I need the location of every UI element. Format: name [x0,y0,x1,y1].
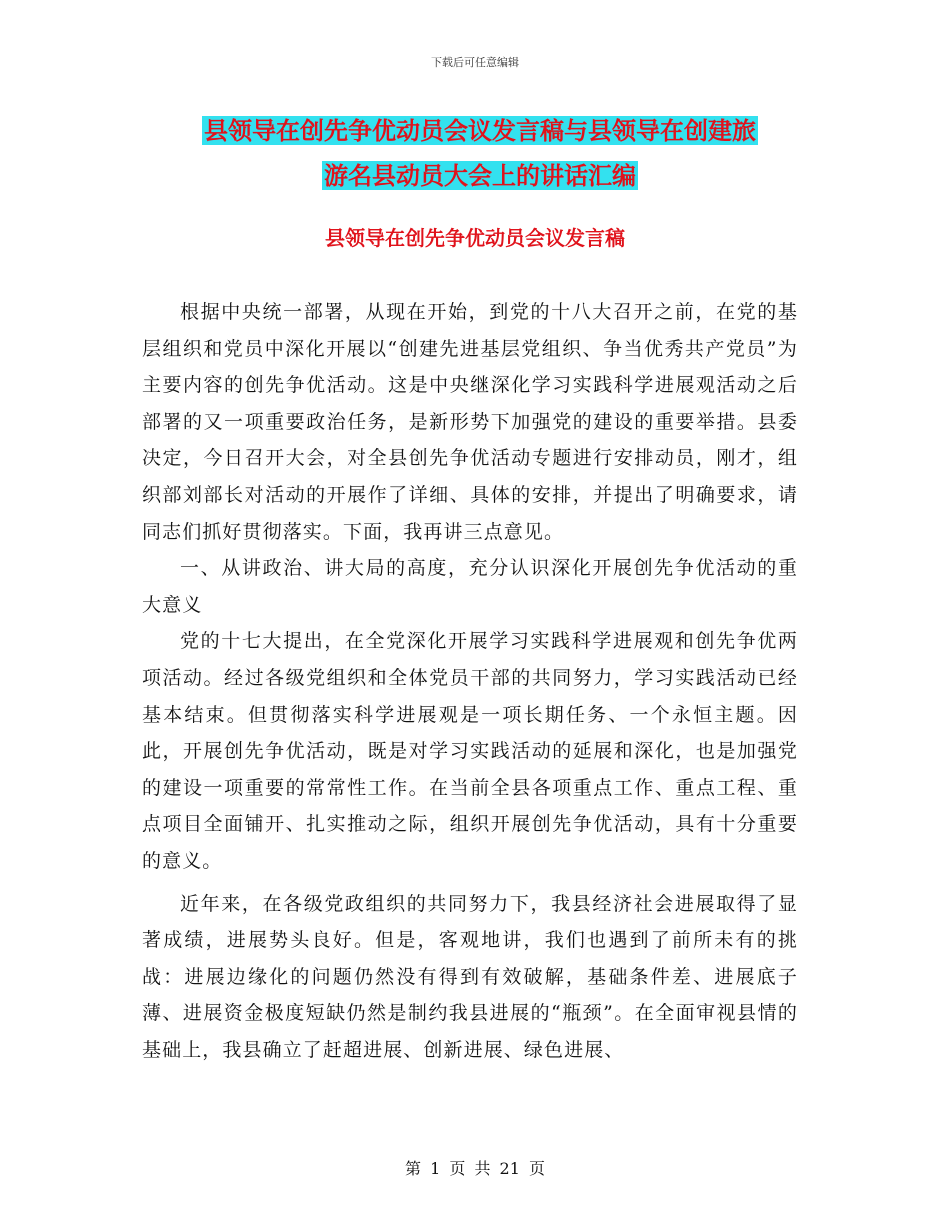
body-paragraph-2: 一、从讲政治、讲大局的高度，充分认识深化开展创先争优活动的重大意义 [142,557,798,616]
document-title-line-2: 游名县动员大会上的讲话汇编 [324,161,636,190]
document-title-line-1: 县领导在创先争优动员会议发言稿与县领导在创建旅 [204,116,756,145]
header-note: 下载后可任意编辑 [431,56,519,69]
document-title [140,108,820,198]
page-footer: 第 1 页 共 21 页 [405,1159,545,1178]
body-paragraph-1: 根据中央统一部署，从现在开始，到党的十八大召开之前，在党的基层组织和党员中深化开展以“创建先进基层党组织、争当优秀共产党员”为主要内容的创先争优活动。这是中央继深化学习实践科学进展观活动之后部署的又一项重要政治任务，是新形势下加强党的建设的重要举措。县委决定，今日召开大会，对全县创先争优活动专题进行安排动员，刚才，组织部刘部长对活动的开展作了详细、具体的安排，并提出了明确要求，请同志们抓好贯彻落实。下面，我再讲三点意见。 [142,301,798,543]
body-paragraph-3: 党的十七大提出，在全党深化开展学习实践科学进展观和创先争优两项活动。经过各级党组织和全体党员干部的共同努力，学习实践活动已经基本结束。但贯彻落实科学进展观是一项长期任务、一个永恒主题。因此，开展创先争优活动，既是对学习实践活动的延展和深化，也是加强党的建设一项重要的常常性工作。在当前全县各项重点工作、重点工程、重点项目全面铺开、扎实推动之际，组织开展创先争优活动，具有十分重要的意义。 [142,630,798,872]
body-paragraph-4: 近年来，在各级党政组织的共同努力下，我县经济社会进展取得了显著成绩，进展势头良好。但是，客观地讲，我们也遇到了前所未有的挑战：进展边缘化的问题仍然没有得到有效破解，基础条件差、进展底子薄、进展资金极度短缺仍然是制约我县进展的“瓶颈”。在全面审视县情的基础上，我县确立了赶超进展、创新进展、绿色进展、 [142,892,798,1061]
document-body [142,294,798,1068]
section-title: 县领导在创先争优动员会议发言稿 [325,226,625,250]
